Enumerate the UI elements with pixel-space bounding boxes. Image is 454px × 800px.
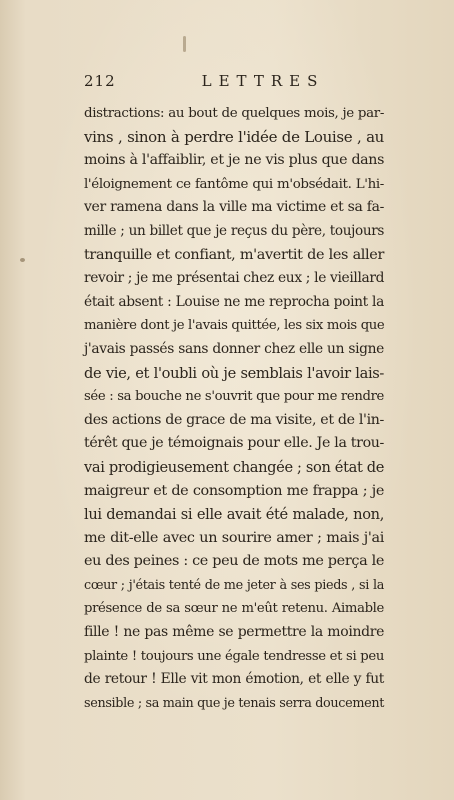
text-line: mille ; un billet que je reçus du père, toujours	[84, 222, 384, 239]
text-line: plainte ! toujours une égale tendresse et si peu	[84, 648, 384, 664]
text-line: vins , sinon à perdre l'idée de Louise , au	[84, 127, 384, 146]
text-line: j'avais passés sans donner chez elle un signe	[84, 340, 384, 357]
text-line: cœur ; j'étais tenté de me jeter à ses pieds , si la	[84, 577, 384, 593]
paper-mark	[183, 36, 186, 52]
text-line: manière dont je l'avais quittée, les six mois que	[84, 318, 385, 334]
text-line: vai prodigieusement changée ; son état de	[84, 458, 385, 476]
text-line: maigreur et de consomption me frappa ; je	[84, 482, 384, 499]
text-line: lui demandai si elle avait été malade, non,	[84, 506, 384, 524]
text-line: térêt que je témoignais pour elle. Je la trou-	[84, 435, 384, 452]
ink-speck	[20, 258, 25, 262]
text-line: eu des peines : ce peu de mots me perça le	[84, 553, 384, 570]
text-line: moins à l'affaiblir, et je ne vis plus que dans	[84, 152, 384, 169]
text-line: sée : sa bouche ne s'ouvrit que pour me rendre	[84, 389, 384, 405]
page-number: 212	[84, 72, 116, 90]
body-text	[84, 102, 384, 715]
text-line: revoir ; je me présentai chez eux ; le vieillard	[84, 270, 385, 287]
text-line: des actions de grace de ma visite, et de l'in-	[84, 411, 384, 428]
text-line: présence de sa sœur ne m'eût retenu. Aimable	[84, 601, 384, 617]
running-title: LETTRES	[201, 72, 325, 90]
text-line: tranquille et confiant, m'avertit de les aller	[84, 246, 384, 263]
text-line: était absent : Louise ne me reprocha point la	[84, 293, 384, 310]
text-line: de retour ! Elle vit mon émotion, et elle y fut	[84, 671, 384, 688]
text-line: ver ramena dans la ville ma victime et sa fa-	[84, 199, 384, 216]
text-line: sensible ; sa main que je tenais serra doucement	[84, 695, 385, 711]
text-line: me dit-elle avec un sourire amer ; mais j'ai	[84, 529, 384, 546]
text-line: l'éloignement ce fantôme qui m'obsédait. L'hi-	[84, 176, 384, 192]
text-line: fille ! ne pas même se permettre la moindre	[84, 624, 384, 641]
page-header	[84, 72, 384, 94]
text-line: de vie, et l'oubli où je semblais l'avoir lais-	[84, 364, 384, 382]
text-line: distractions: au bout de quelques mois, je par-	[84, 106, 384, 121]
